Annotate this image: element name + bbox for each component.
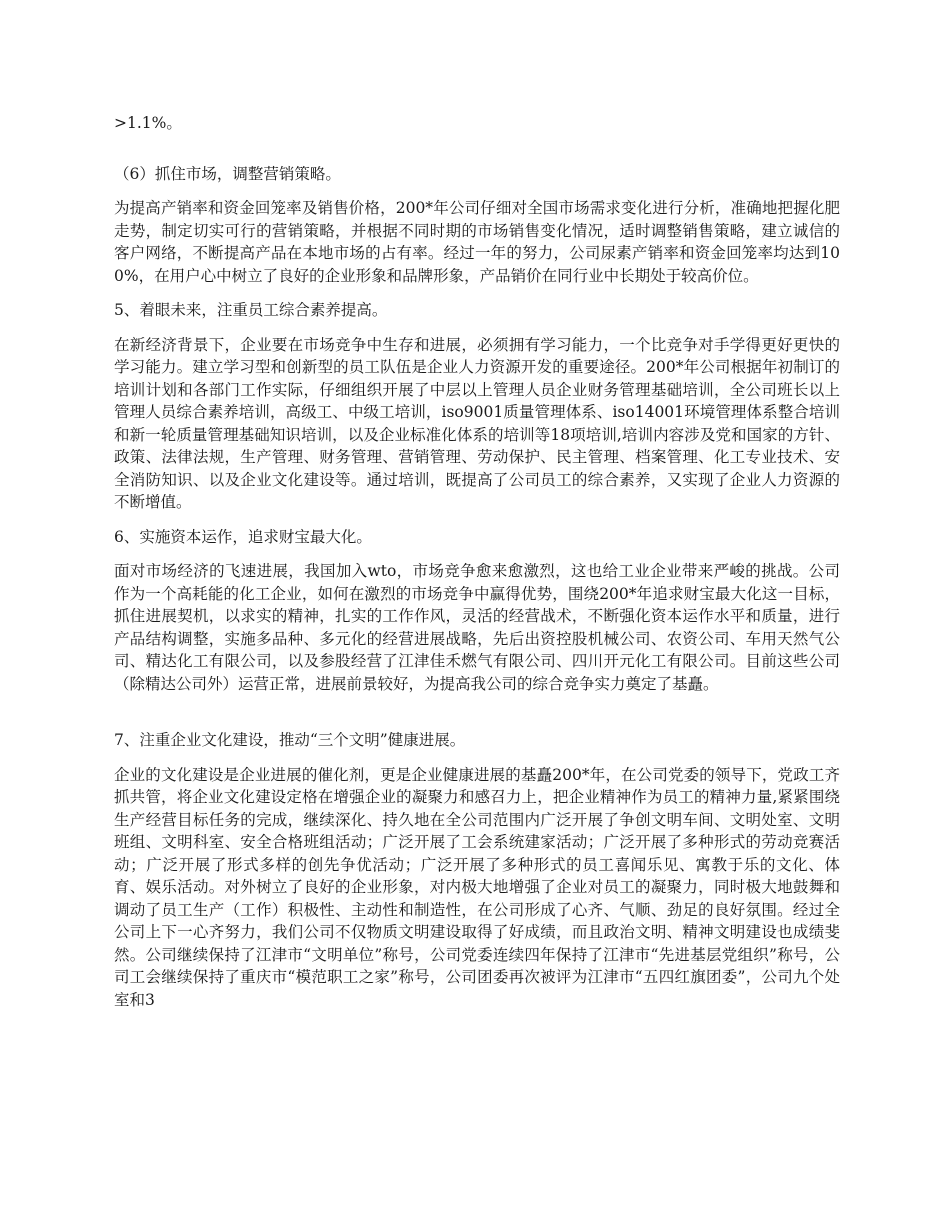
paragraph-continuation: >1.1%。 <box>114 114 182 132</box>
paragraph-corporate-culture: 企业的文化建设是企业进展的催化剂，更是企业健康进展的基矗200*年，在公司党委的领导下，党政工齐抓共管，将企业文化建设定格在增强企业的凝聚力和感召力上，把企业精神作为员工的精神力量,紧紧围绕生产经营目标任务的完成，继续深化、持久地在全公司范围内广泛开展了争创文明车间、文明处室、文明班组、文明科室、安全合格班组活动；广泛开展了工会系统建家活动；广泛开展了多种形式的劳动竞赛活动；广泛开展了形式多样的创先争优活动；广泛开展了多种形式的员工喜闻乐见、寓教于乐的文化、体育、娱乐活动。对外树立了良好的企业形象，对内极大地增强了企业对员工的凝聚力，同时极大地鼓舞和调动了员工生产（工作）积极性、主动性和制造性，在公司形成了心齐、气顺、劲足的良好氛围。经过全公司上下一心齐努力，我们公司不仅物质文明建设取得了好成绩，而且政治文明、精神文明建设也成绩斐然。公司继续保持了江津市“文明单位”称号，公司党委连续四年保持了江津市“先进基层党组织”称号，公司工会继续保持了重庆市“模范职工之家”称号，公司团委再次被评为江津市“五四红旗团委”，公司九个处室和3 <box>114 765 840 1009</box>
section-heading-capital-operation: 6、实施资本运作，追求财宝最大化。 <box>114 527 372 546</box>
paragraph-capital-operation: 面对市场经济的飞速进展，我国加入wto，市场竞争愈来愈激烈，这也给工业企业带来严峻的挑战。公司作为一个高耗能的化工企业，如何在激烈的市场竞争中赢得优势，围绕200*年追求财宝最大化这一目标，抓住进展契机，以求实的精神，扎实的工作作风，灵活的经营战术，不断强化资本运作水平和质量，进行产品结构调整，实施多品种、多元化的经营进展战略，先后出资控股机械公司、农资公司、车用天然气公司、精达化工有限公司，以及参股经营了江津佳禾燃气有限公司、四川开元化工有限公司。目前这些公司（除精达公司外）运营正常，进展前景较好，为提高我公司的综合竞争实力奠定了基矗。 <box>114 562 840 693</box>
section-heading-marketing: （6）抓住市场，调整营销策略。 <box>114 164 341 183</box>
section-heading-staff-quality: 5、着眼未来，注重员工综合素养提高。 <box>114 301 388 319</box>
document-page <box>114 112 840 1023</box>
section-heading-corporate-culture: 7、注重企业文化建设，推动“三个文明”健康进展。 <box>114 731 466 749</box>
paragraph-marketing: 为提高产销率和资金回笼率及销售价格，200*年公司仔细对全国市场需求变化进行分析，准确地把握化肥走势，制定切实可行的营销策略，并根据不同时期的市场销售变化情况，适时调整销售策略，建立诚信的客户网络，不断提高产品在本地市场的占有率。经过一年的努力，公司尿素产销率和资金回笼率均达到100%，在用户心中树立了良好的企业形象和品牌形象，产品销价在同行业中长期处于较高价位。 <box>114 199 840 285</box>
paragraph-staff-quality: 在新经济背景下，企业要在市场竞争中生存和进展，必须拥有学习能力，一个比竞争对手学得更好更快的学习能力。建立学习型和创新型的员工队伍是企业人力资源开发的重要途径。200*年公司根据年初制订的培训计划和各部门工作实际，仔细组织开展了中层以上管理人员企业财务管理基础培训，全公司班长以上管理人员综合素养培训，高级工、中级工培训，iso9001质量管理体系、iso14001环境管理体系整合培训和新一轮质量管理基础知识培训，以及企业标准化体系的培训等18项培训,培训内容涉及党和国家的方针、政策、法律法规，生产管理、财务管理、营销管理、劳动保护、民主管理、档案管理、化工专业技术、安全消防知识、以及企业文化建设等。通过培训，既提高了公司员工的综合素养，又实现了企业人力资源的不断增值。 <box>114 335 840 511</box>
